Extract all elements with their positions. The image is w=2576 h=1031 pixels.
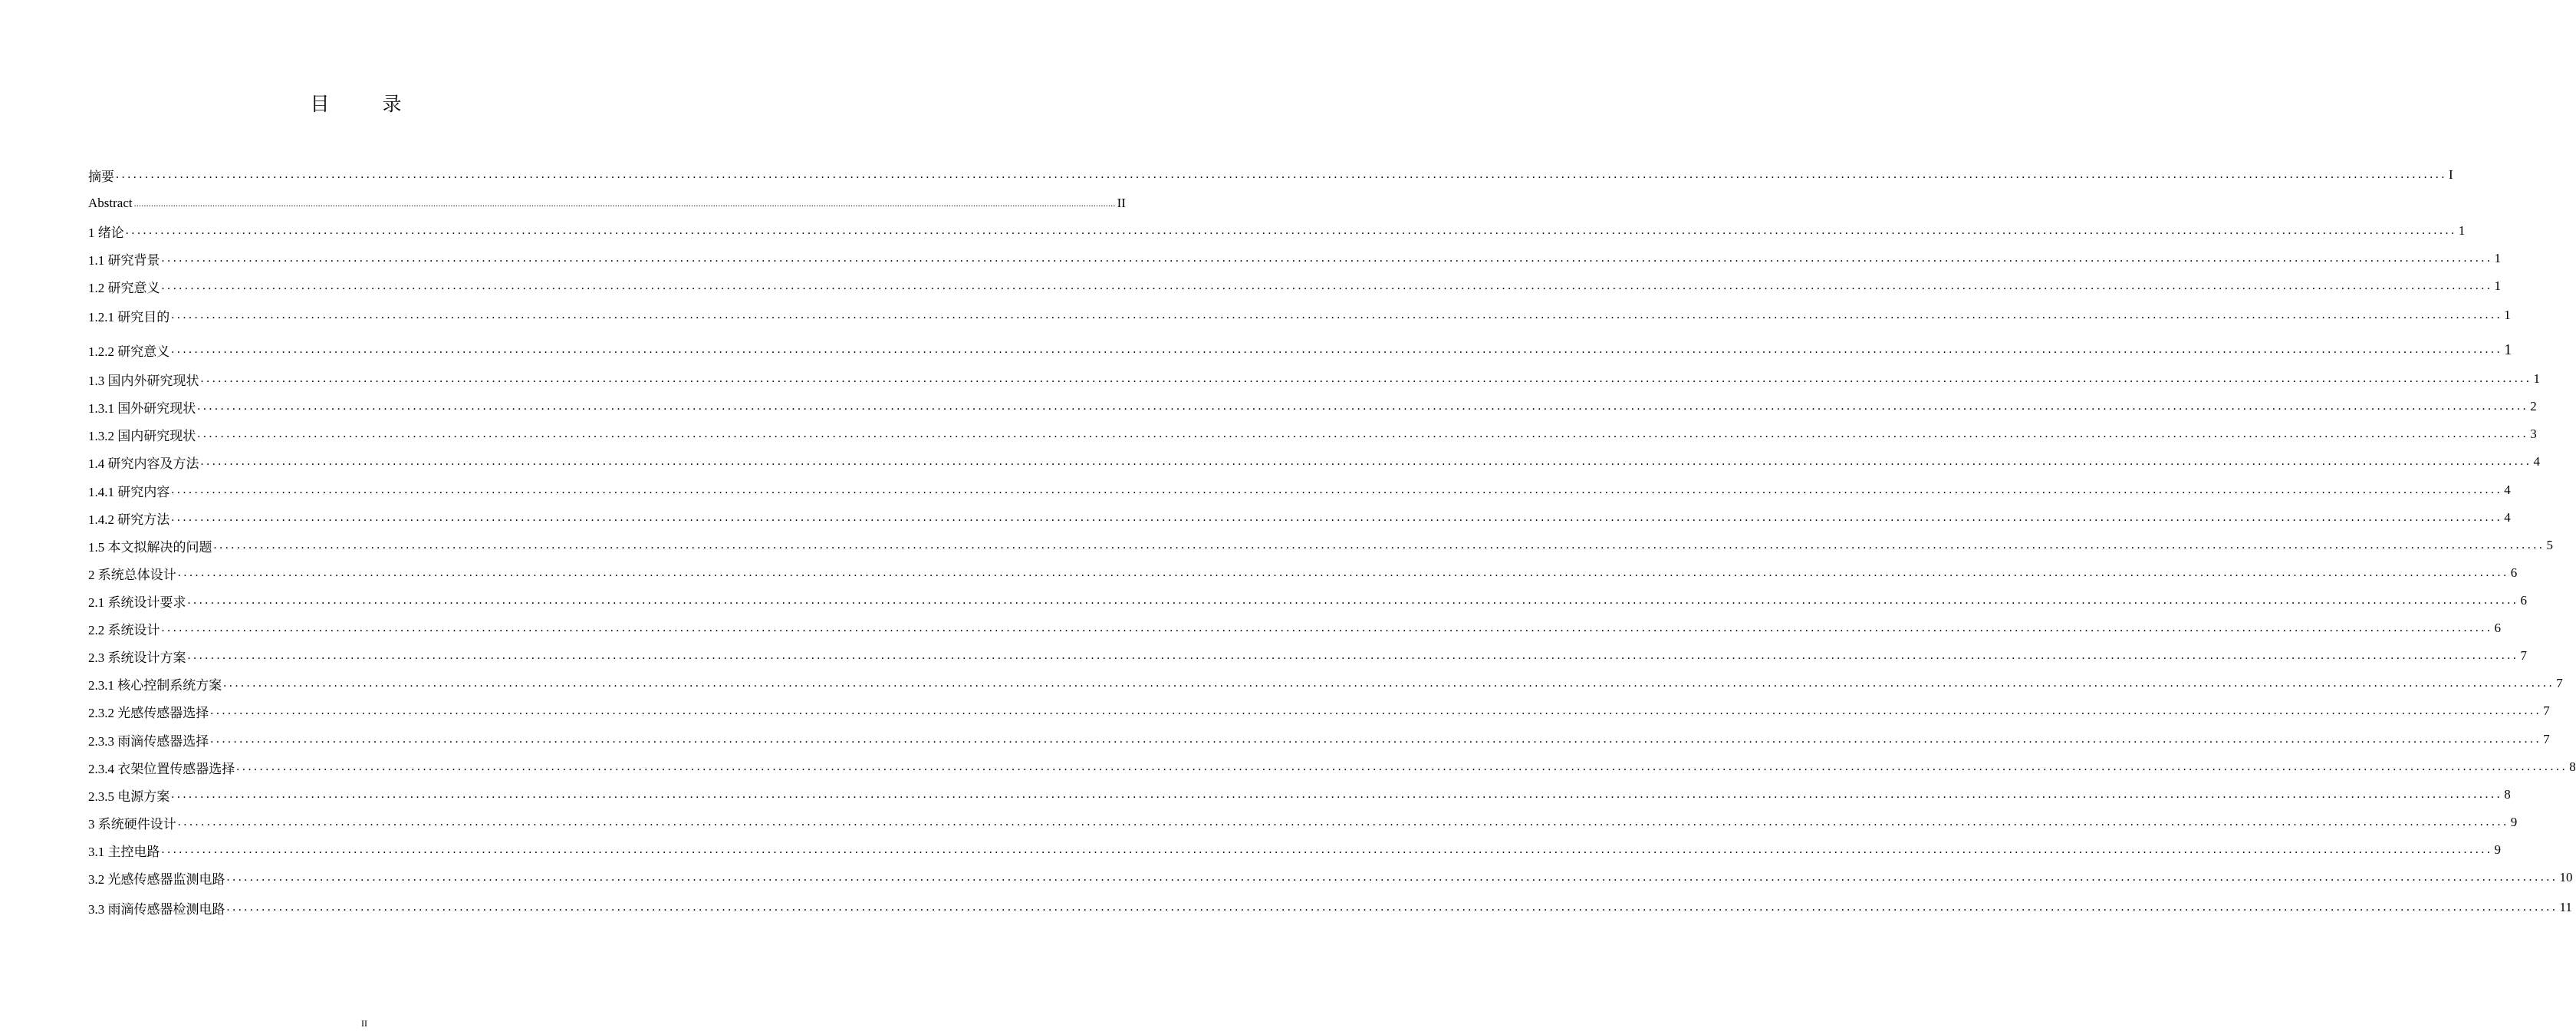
toc-dot-leader: ................................................................................................................................................................................................................................................................................................................................................................................................................ (226, 901, 2558, 914)
toc-dot-leader: ................................................................................................................................................................................................................................................................................................................................................................................................................ (171, 483, 2503, 496)
toc-entry-page-number: 7 (2556, 676, 2563, 690)
toc-entry-page-number: 9 (2510, 815, 2518, 829)
toc-dot-leader: ................................................................................................................................................................................................................................................................................................................................................................................................................ (236, 760, 2568, 773)
toc-entry-page-number: 4 (2533, 454, 2540, 469)
toc-entry-label: 1 绪论 (88, 225, 124, 240)
toc-dot-leader: ................................................................................................................................................................................................................................................................................................................................................................................................................ (213, 539, 2545, 552)
toc-dot-leader: ................................................................................................................................................................................................................................................................................................................................................................................................................ (116, 168, 2447, 181)
toc-dot-leader: ................................................................................................................................................................................................................................................................................................................................................................................................................ (177, 566, 2509, 579)
toc-entry-page-number: 7 (2543, 732, 2550, 746)
toc-entry-label: 1.3.2 国内研究现状 (88, 428, 196, 443)
toc-entry-page-number: 2 (2530, 399, 2537, 413)
toc-entry-label: 2.3.4 衣架位置传感器选择 (88, 761, 235, 776)
toc-entry-page-number: 1 (2458, 223, 2466, 238)
toc-entry-label: 1.2 研究意义 (88, 280, 160, 295)
toc-dot-leader: ................................................................................................................................................................................................................................................................................................................................................................................................................ (171, 511, 2503, 524)
toc-dot-leader: ................................................................................................................................................................................................................................................................................................................................................................................................................ (197, 427, 2529, 440)
toc-entry[interactable] (88, 813, 2518, 832)
toc-entry[interactable] (88, 647, 2527, 665)
toc-entry-label: 2.3.3 雨滴传感器选择 (88, 733, 209, 749)
toc-entry[interactable] (88, 841, 2501, 859)
toc-entry[interactable] (88, 425, 2537, 443)
toc-entry[interactable] (88, 730, 2550, 749)
toc-dot-leader: ................................................................................................................................................................................................................................................................................................................................................................................................................ (161, 843, 2493, 856)
toc-entry[interactable] (88, 702, 2550, 720)
toc-dot-leader: ................................................................................................................................................................................................................................................................................................................................................................................................................ (200, 372, 2532, 385)
toc-dot-leader: ................................................................................................................................................................................................................................................................................................................................................................................................................ (133, 198, 1116, 209)
toc-entry[interactable] (88, 674, 2563, 693)
toc-dot-leader: ................................................................................................................................................................................................................................................................................................................................................................................................................ (187, 594, 2519, 607)
page-title: 目 录 (310, 93, 419, 115)
toc-entry-label: 3 系统硬件设计 (88, 816, 176, 832)
toc-dot-leader: ................................................................................................................................................................................................................................................................................................................................................................................................................ (177, 815, 2509, 828)
toc-entry-page-number: 10 (2559, 870, 2573, 884)
toc-dot-leader: ................................................................................................................................................................................................................................................................................................................................................................................................................ (197, 400, 2529, 413)
toc-entry-label: 2.3 系统设计方案 (88, 650, 186, 665)
toc-entry-label: 1.2.1 研究目的 (88, 309, 170, 324)
toc-entry[interactable] (88, 194, 1126, 212)
toc-entry[interactable] (88, 786, 2511, 804)
toc-entry-label: 2.1 系统设计要求 (88, 595, 186, 610)
toc-entry[interactable] (88, 453, 2540, 471)
toc-entry[interactable] (88, 249, 2501, 268)
toc-entry-page-number: 7 (2543, 703, 2550, 718)
toc-entry[interactable] (88, 277, 2501, 295)
toc-entry-page-number: 7 (2520, 648, 2527, 663)
toc-entry-label: 1.4.2 研究方法 (88, 512, 170, 527)
toc-dot-leader: ................................................................................................................................................................................................................................................................................................................................................................................................................ (171, 308, 2503, 321)
toc-entry-page-number: II (1117, 196, 1126, 210)
toc-entry-label: 1.2.2 研究意义 (88, 344, 170, 359)
toc-entry-label: 2.3.2 光感传感器选择 (88, 705, 209, 720)
toc-entry[interactable] (88, 481, 2511, 499)
toc-entry[interactable] (88, 370, 2540, 388)
toc-dot-leader: ................................................................................................................................................................................................................................................................................................................................................................................................................ (210, 704, 2542, 717)
toc-entry-label: 3.3 雨滴传感器检测电路 (88, 901, 225, 917)
toc-entry-page-number: 1 (2504, 341, 2512, 358)
toc-entry-label: 3.2 光感传感器监测电路 (88, 871, 225, 887)
toc-entry-label: 1.4 研究内容及方法 (88, 456, 199, 471)
toc-dot-leader: ................................................................................................................................................................................................................................................................................................................................................................................................................ (161, 279, 2493, 292)
toc-entry-page-number: 3 (2530, 427, 2537, 441)
toc-dot-leader: ................................................................................................................................................................................................................................................................................................................................................................................................................ (200, 455, 2532, 468)
toc-entry-label: 2.3.5 电源方案 (88, 789, 170, 804)
toc-entry-page-number: 5 (2546, 538, 2553, 552)
toc-entry[interactable] (88, 222, 2466, 240)
toc-entry-label: 摘要 (88, 169, 114, 184)
toc-entry-page-number: 11 (2559, 900, 2572, 914)
toc-entry-label: 1.1 研究背景 (88, 252, 160, 268)
toc-entry[interactable] (88, 341, 2512, 359)
toc-entry-page-number: 1 (2494, 278, 2501, 293)
toc-entry[interactable] (88, 898, 2572, 917)
toc-entry[interactable] (88, 758, 2576, 776)
toc-entry-page-number: I (2449, 167, 2453, 182)
toc-entry[interactable] (88, 868, 2573, 887)
toc-entry-label: 3.1 主控电路 (88, 844, 160, 859)
toc-dot-leader: ................................................................................................................................................................................................................................................................................................................................................................................................................ (187, 649, 2519, 662)
toc-entry-label: 1.5 本文拟解决的问题 (88, 539, 212, 555)
toc-dot-leader: ................................................................................................................................................................................................................................................................................................................................................................................................................ (223, 677, 2555, 690)
toc-dot-leader: ................................................................................................................................................................................................................................................................................................................................................................................................................ (171, 788, 2503, 801)
toc-entry-page-number: 1 (2533, 371, 2540, 386)
toc-entry-label: 2.3.1 核心控制系统方案 (88, 677, 222, 693)
toc-entry-label: Abstract (88, 196, 133, 210)
toc-entry-label: 2.2 系统设计 (88, 622, 160, 637)
page-footer-number: II (361, 1018, 367, 1029)
toc-entry[interactable] (88, 509, 2511, 527)
toc-dot-leader: ................................................................................................................................................................................................................................................................................................................................................................................................................ (161, 621, 2493, 634)
toc-entry-page-number: 1 (2494, 251, 2501, 265)
toc-entry[interactable] (88, 166, 2453, 184)
toc-entry-page-number: 1 (2504, 308, 2511, 322)
toc-entry-page-number: 4 (2504, 510, 2511, 525)
toc-entry-page-number: 6 (2494, 621, 2501, 635)
toc-entry[interactable] (88, 591, 2527, 610)
toc-entry-page-number: 8 (2504, 787, 2511, 802)
toc-entry[interactable] (88, 536, 2553, 555)
toc-entry[interactable] (88, 306, 2511, 324)
toc-dot-leader: ................................................................................................................................................................................................................................................................................................................................................................................................................ (161, 252, 2493, 265)
toc-entry-page-number: 4 (2504, 483, 2511, 497)
toc-entry-page-number: 6 (2520, 593, 2527, 608)
toc-entry-page-number: 6 (2510, 565, 2518, 580)
toc-entry[interactable] (88, 619, 2501, 637)
toc-dot-leader: ................................................................................................................................................................................................................................................................................................................................................................................................................ (210, 733, 2542, 746)
toc-dot-leader: ................................................................................................................................................................................................................................................................................................................................................................................................................ (226, 871, 2558, 884)
toc-entry-label: 2 系统总体设计 (88, 567, 176, 582)
toc-entry-page-number: 8 (2569, 759, 2576, 774)
toc-entry-label: 1.3.1 国外研究现状 (88, 400, 196, 416)
toc-entry-label: 1.4.1 研究内容 (88, 484, 170, 499)
toc-dot-leader: ................................................................................................................................................................................................................................................................................................................................................................................................................ (125, 224, 2457, 237)
toc-entry[interactable] (88, 564, 2518, 582)
toc-entry-label: 1.3 国内外研究现状 (88, 373, 199, 388)
toc-entry-page-number: 9 (2494, 842, 2501, 857)
toc-entry[interactable] (88, 397, 2537, 416)
toc-dot-leader: ................................................................................................................................................................................................................................................................................................................................................................................................................ (171, 343, 2503, 356)
